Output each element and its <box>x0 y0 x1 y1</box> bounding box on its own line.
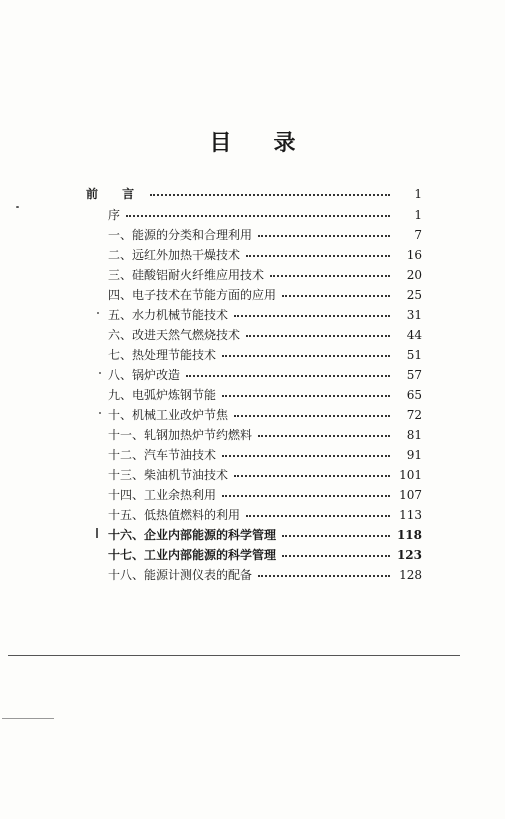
toc-entry-6[interactable] <box>108 326 422 344</box>
scan-edge-line <box>2 718 54 719</box>
toc-entry-label: 十五、低热值燃料的利用 <box>108 508 241 522</box>
toc-entry-foreword[interactable] <box>108 206 422 224</box>
scan-speck <box>97 312 99 314</box>
page-bottom-rule <box>8 655 460 656</box>
toc-page-number: 1 <box>414 208 422 222</box>
toc-page-number: 65 <box>406 388 422 402</box>
toc-page-number: 44 <box>406 328 422 342</box>
title-char-2: 录 <box>273 130 296 156</box>
toc-entry-4[interactable] <box>108 286 422 304</box>
toc-entry-label: 序 <box>108 208 121 222</box>
toc-leader <box>234 406 390 417</box>
toc-entry-9[interactable] <box>108 386 422 404</box>
toc-entry-label: 十六、企业内部能源的科学管理 <box>108 528 277 542</box>
toc-entry-17[interactable] <box>108 546 422 564</box>
toc-page-number: 72 <box>406 408 422 422</box>
toc-entry-label: 十三、柴油机节油技术 <box>108 468 229 482</box>
toc-entry-14[interactable] <box>108 486 422 504</box>
toc-page-number: 128 <box>399 568 422 582</box>
toc-leader <box>222 486 390 497</box>
toc-entry-16[interactable] <box>108 526 422 544</box>
toc-leader <box>234 306 390 317</box>
toc-leader <box>246 506 390 517</box>
toc-page-number: 101 <box>399 468 422 482</box>
toc-page-number: 91 <box>406 448 422 462</box>
toc-leader <box>246 326 390 337</box>
toc-leader <box>150 185 390 196</box>
toc-entry-11[interactable] <box>108 426 422 444</box>
toc-entry-15[interactable] <box>108 506 422 524</box>
toc-page-number: 51 <box>406 348 422 362</box>
toc-entry-5[interactable] <box>108 306 422 324</box>
toc-leader <box>126 206 390 217</box>
toc-entry-preface[interactable] <box>86 185 422 203</box>
toc-leader <box>282 546 390 557</box>
toc-leader <box>186 366 390 377</box>
toc-entry-label: 十八、能源计测仪表的配备 <box>108 568 253 582</box>
toc-entry-13[interactable] <box>108 466 422 484</box>
toc-leader <box>258 426 390 437</box>
toc-entry-label: 九、电弧炉炼钢节能 <box>108 388 217 402</box>
toc-leader <box>282 526 390 537</box>
page-title <box>0 126 505 157</box>
toc-entry-label: 十七、工业内部能源的科学管理 <box>108 548 277 562</box>
toc-entry-label: 六、改进天然气燃烧技术 <box>108 328 241 342</box>
toc-leader <box>222 346 390 357</box>
toc-page-number: 16 <box>406 248 422 262</box>
toc-entry-1[interactable] <box>108 226 422 244</box>
toc-entry-label: 十二、汽车节油技术 <box>108 448 217 462</box>
toc-page-number: 81 <box>406 428 422 442</box>
toc-page-number: 113 <box>399 508 422 522</box>
toc-entry-label: 四、电子技术在节能方面的应用 <box>108 288 277 302</box>
scan-speck <box>99 372 101 374</box>
toc-entry-label: 十四、工业余热利用 <box>108 488 217 502</box>
toc-page-number: 31 <box>406 308 422 322</box>
toc-leader <box>222 386 390 397</box>
toc-entry-label: 五、水力机械节能技术 <box>108 308 229 322</box>
toc-leader <box>234 466 390 477</box>
toc-entry-label: 八、锅炉改造 <box>108 368 181 382</box>
toc-page-number: 20 <box>406 268 422 282</box>
toc-entry-7[interactable] <box>108 346 422 364</box>
toc-entry-label: 十、机械工业改炉节焦 <box>108 408 229 422</box>
toc-leader <box>270 266 390 277</box>
toc-entry-12[interactable] <box>108 446 422 464</box>
toc-page-number: 7 <box>414 228 422 242</box>
toc-page-number: 57 <box>406 368 422 382</box>
toc-page-number: 123 <box>396 548 422 562</box>
toc-page-number: 118 <box>396 528 422 542</box>
toc-leader <box>246 246 390 257</box>
toc-page-number: 107 <box>399 488 422 502</box>
toc-leader <box>258 226 390 237</box>
toc-entry-label: 二、远红外加热干燥技术 <box>108 248 241 262</box>
toc-entry-18[interactable] <box>108 566 422 584</box>
title-char-1: 目 <box>209 130 232 156</box>
toc-entry-10[interactable] <box>108 406 422 424</box>
toc-entry-3[interactable] <box>108 266 422 284</box>
scan-speck <box>99 412 101 414</box>
toc-leader <box>258 566 390 577</box>
toc-entry-label: 七、热处理节能技术 <box>108 348 217 362</box>
toc-leader <box>222 446 390 457</box>
toc-page-number: 25 <box>406 288 422 302</box>
toc-entry-2[interactable] <box>108 246 422 264</box>
toc-leader <box>282 286 390 297</box>
toc-entry-label: 前 言 <box>86 187 145 201</box>
toc-entry-8[interactable] <box>108 366 422 384</box>
scan-speck <box>96 528 98 538</box>
toc-page-number: 1 <box>414 187 422 201</box>
toc-entry-label: 一、能源的分类和合理利用 <box>108 228 253 242</box>
scan-speck <box>16 206 19 208</box>
toc-entry-label: 三、硅酸铝耐火纤维应用技术 <box>108 268 265 282</box>
toc-entry-label: 十一、轧钢加热炉节约燃料 <box>108 428 253 442</box>
